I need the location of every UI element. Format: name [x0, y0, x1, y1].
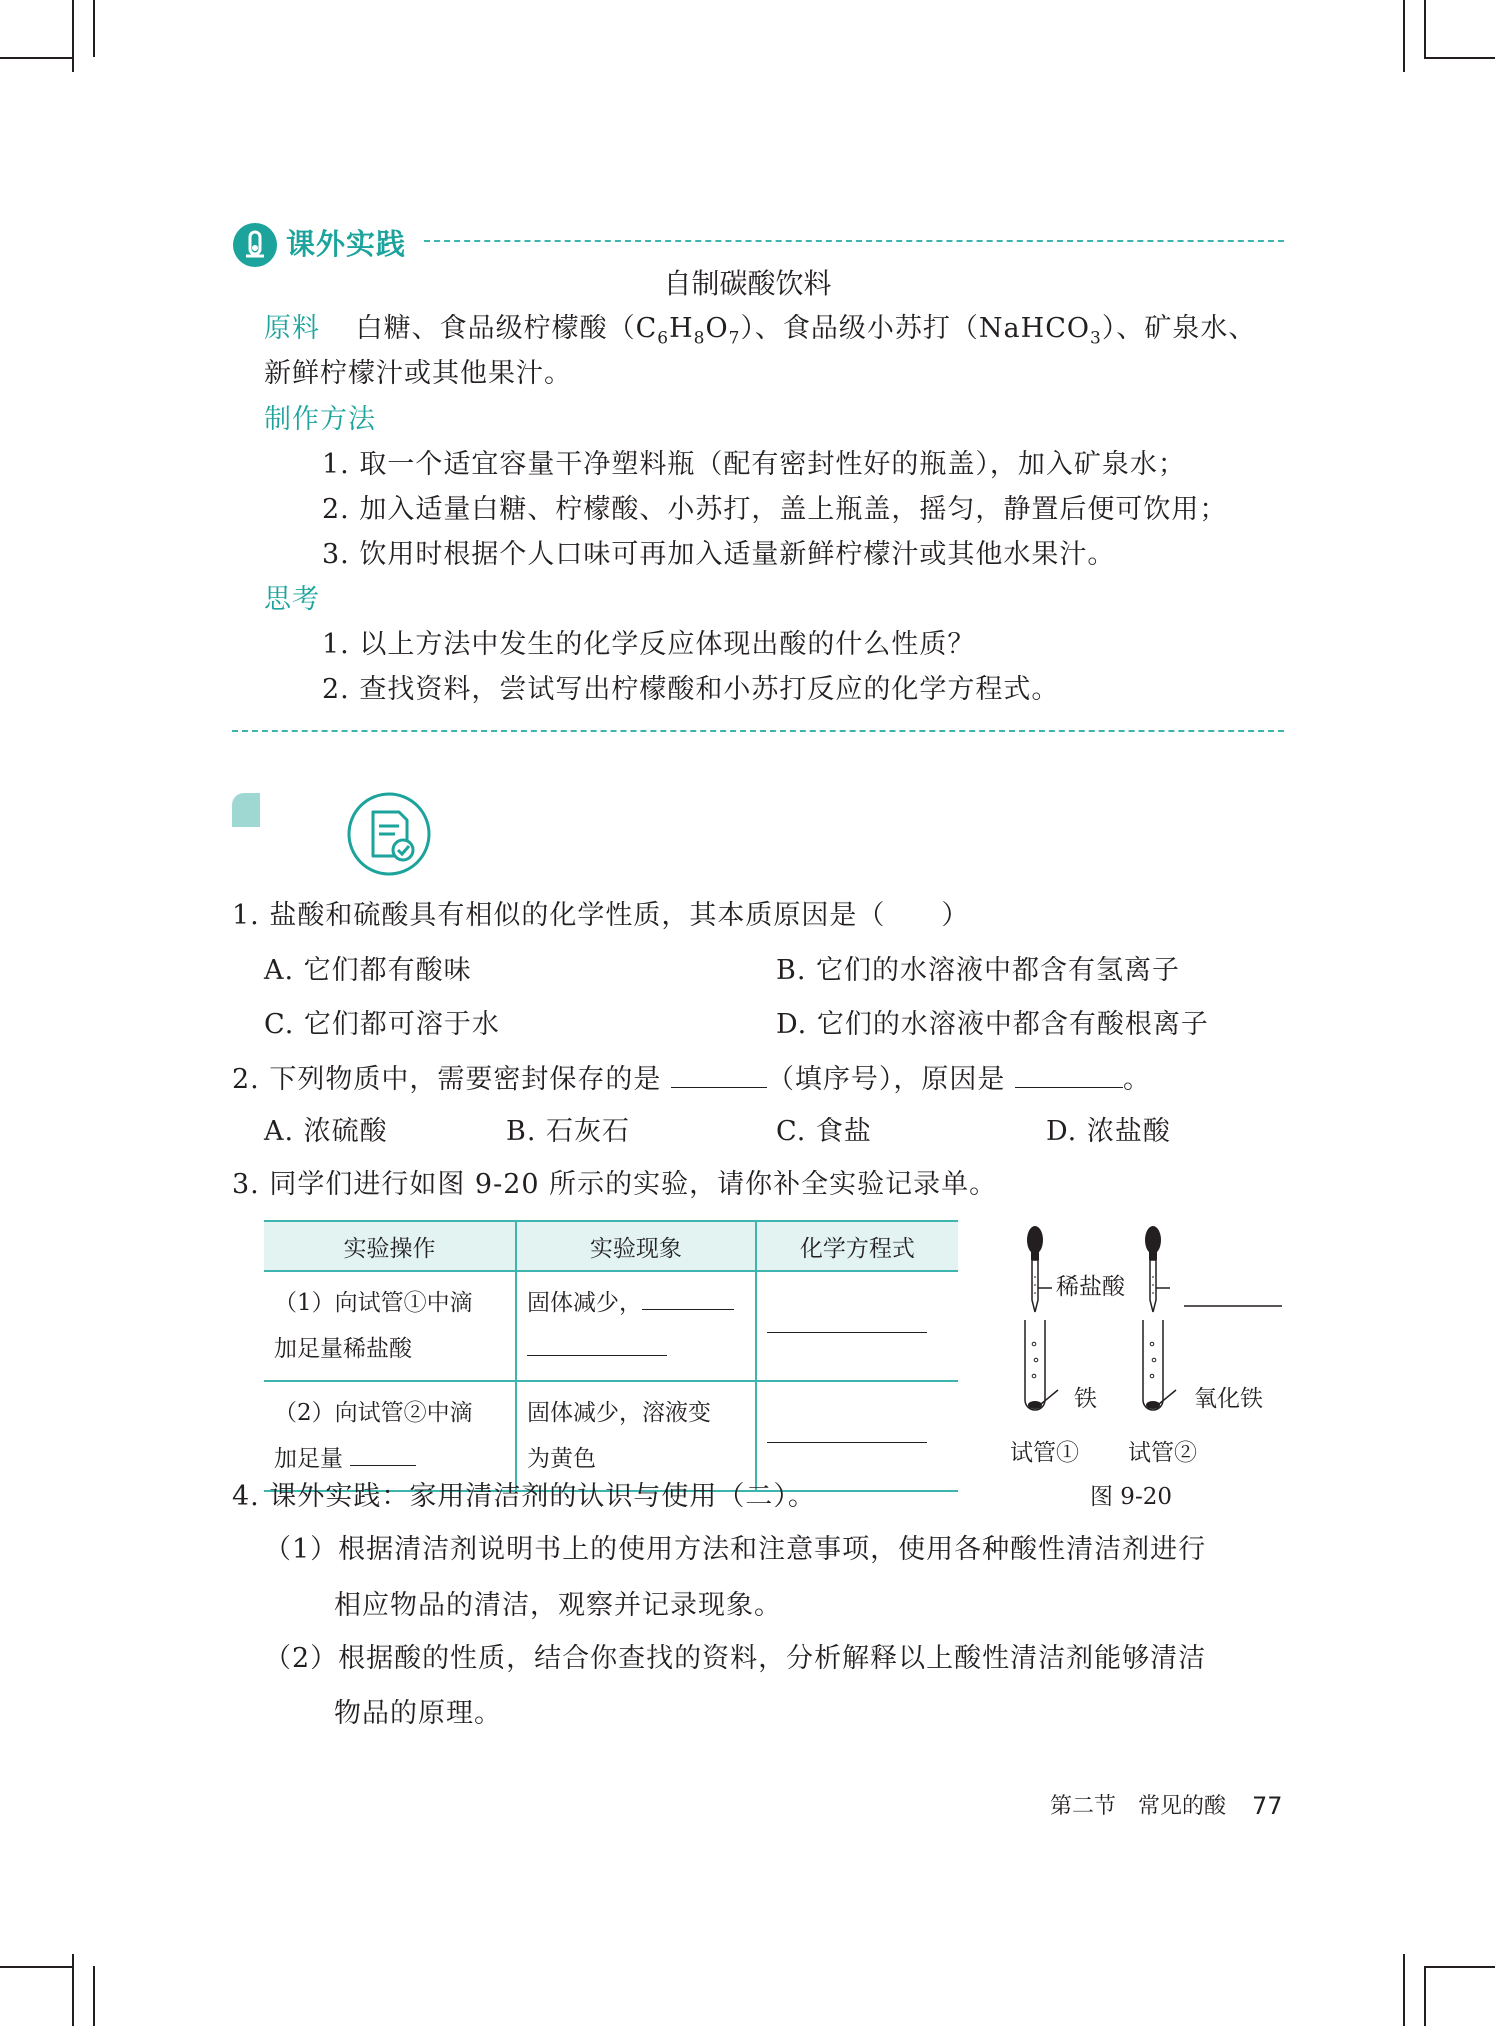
question-2-text: 2. 下列物质中，需要密封保存的是: [232, 1064, 662, 1095]
crop-mark: [0, 57, 72, 59]
iron-oxide-solid: [1146, 1401, 1160, 1409]
figure-9-20: [1000, 1220, 1300, 1520]
option-b: B. 石灰石: [506, 1116, 631, 1147]
label-dilute-hcl: 稀盐酸: [1056, 1274, 1125, 1300]
cell-text: 加足量稀盐酸: [274, 1336, 412, 1362]
materials-line: [264, 311, 1256, 356]
practice-bottom-divider: [232, 730, 1284, 732]
table-cell: [756, 1381, 958, 1491]
crop-mark: [93, 1966, 95, 2026]
subscript: 3: [1090, 328, 1102, 349]
answer-blank[interactable]: [767, 1416, 927, 1443]
table-header-row: [264, 1221, 958, 1271]
subscript: 7: [728, 328, 741, 349]
question-2-text: （填序号），原因是: [766, 1064, 1006, 1095]
crop-mark: [93, 0, 95, 57]
method-step: 2. 加入适量白糖、柠檬酸、小苏打，盖上瓶盖，摇匀，静置后便可饮用；: [322, 494, 1228, 525]
figure-caption: 图 9-20: [1090, 1484, 1172, 1510]
answer-blank[interactable]: [350, 1439, 416, 1466]
label-iron-oxide: 氧化铁: [1194, 1386, 1263, 1412]
cell-text: 固体减少，: [527, 1290, 642, 1316]
crop-mark: [72, 0, 74, 72]
table-cell: [516, 1381, 756, 1491]
table-cell: [516, 1271, 756, 1381]
option-d: D. 它们的水溶液中都含有酸根离子: [776, 1009, 1209, 1040]
option-b: B. 它们的水溶液中都含有氢离子: [776, 955, 1181, 986]
table-row: [264, 1271, 958, 1381]
page-number: 77: [1252, 1792, 1283, 1820]
footer-section: 第二节 常见的酸: [1050, 1794, 1227, 1819]
materials-text: H: [669, 313, 694, 344]
answer-blank[interactable]: [527, 1329, 667, 1356]
materials-text: 白糖、食品级柠檬酸（C: [355, 313, 658, 344]
think-item: 1. 以上方法中发生的化学反应体现出酸的什么性质？: [322, 629, 976, 660]
crop-mark: [1424, 1966, 1426, 2026]
option-c: C. 它们都可溶于水: [264, 1009, 500, 1040]
table-cell: [264, 1381, 516, 1491]
practice-top-divider: [424, 240, 1284, 242]
method-label: 制作方法: [264, 404, 376, 435]
subscript: 6: [657, 328, 670, 349]
table-row: [264, 1381, 958, 1491]
crop-mark: [72, 1954, 74, 2026]
method-step: 1. 取一个适宜容量干净塑料瓶（配有密封性好的瓶盖），加入矿泉水；: [322, 449, 1186, 480]
crop-mark: [1424, 0, 1426, 57]
exercise-checklist-icon: [345, 790, 433, 878]
dropper-bulb: [1145, 1226, 1161, 1254]
column-header: 实验现象: [516, 1221, 756, 1271]
crop-mark: [0, 1966, 72, 1968]
label-tube-1: 试管①: [1010, 1440, 1079, 1466]
question-4: 4. 课外实践：家用清洁剂的认识与使用（二）。: [232, 1481, 816, 1512]
answer-blank[interactable]: [642, 1283, 734, 1310]
option-a: A. 浓硫酸: [264, 1116, 388, 1147]
column-header: 实验操作: [264, 1221, 516, 1271]
option-c: C. 食盐: [776, 1116, 872, 1147]
table-cell: [264, 1271, 516, 1381]
question-4-part-2: （2）根据酸的性质，结合你查找的资料，分析解释以上酸性清洁剂能够清洁: [264, 1643, 1207, 1674]
iron-solid: [1028, 1401, 1042, 1409]
method-step: 3. 饮用时根据个人口味可再加入适量新鲜柠檬汁或其他水果汁。: [322, 539, 1116, 570]
table-cell: [756, 1271, 958, 1381]
answer-blank[interactable]: [671, 1061, 767, 1088]
cell-text: 固体减少，溶液变: [527, 1400, 711, 1426]
practice-heading: 课外实践: [286, 227, 407, 261]
option-a: A. 它们都有酸味: [264, 955, 472, 986]
question-4-part-1-cont: 相应物品的清洁，观察并记录现象。: [334, 1590, 782, 1621]
question-4-part-1: （1）根据清洁剂说明书上的使用方法和注意事项，使用各种酸性清洁剂进行: [264, 1534, 1207, 1565]
answer-blank[interactable]: [1015, 1061, 1123, 1088]
crop-mark: [1403, 0, 1405, 72]
crop-mark: [1424, 57, 1495, 59]
materials-text: ）、食品级小苏打（NaHCO: [740, 313, 1090, 344]
column-header: 化学方程式: [756, 1221, 958, 1271]
question-4-part-2-cont: 物品的原理。: [334, 1698, 502, 1729]
question-2: [232, 1061, 1151, 1098]
think-label: 思考: [264, 584, 320, 615]
materials-line-2: 新鲜柠檬汁或其他果汁。: [264, 358, 572, 389]
test-tube: [1025, 1320, 1045, 1410]
test-tube: [1143, 1320, 1163, 1410]
practice-icon: [232, 222, 278, 268]
dropper-bulb: [1027, 1226, 1043, 1254]
experiment-record-table: [264, 1220, 958, 1492]
subscript: 8: [693, 328, 706, 349]
cell-text: 为黄色: [527, 1446, 596, 1472]
option-d: D. 浓盐酸: [1046, 1116, 1171, 1147]
question-1: 1. 盐酸和硫酸具有相似的化学性质，其本质原因是（ ）: [232, 900, 970, 931]
cell-text: 加足量: [274, 1446, 343, 1472]
think-item: 2. 查找资料，尝试写出柠檬酸和小苏打反应的化学方程式。: [322, 674, 1060, 705]
practice-title: 自制碳酸饮料: [663, 267, 832, 300]
question-2-text: 。: [1123, 1064, 1152, 1095]
materials-label: 原料: [264, 313, 320, 344]
answer-blank[interactable]: [767, 1306, 927, 1333]
label-tube-2: 试管②: [1128, 1440, 1197, 1466]
section-tab-marker: [232, 793, 260, 827]
label-iron: 铁: [1074, 1386, 1097, 1412]
cell-text: （2）向试管②中滴: [274, 1400, 473, 1426]
crop-mark: [1424, 1966, 1495, 1968]
crop-mark: [1403, 1954, 1405, 2026]
question-3: 3. 同学们进行如图 9-20 所示的实验，请你补全实验记录单。: [232, 1169, 998, 1200]
materials-text: ）、矿泉水、: [1101, 313, 1257, 344]
materials-text: O: [705, 313, 729, 344]
cell-text: （1）向试管①中滴: [274, 1290, 473, 1316]
